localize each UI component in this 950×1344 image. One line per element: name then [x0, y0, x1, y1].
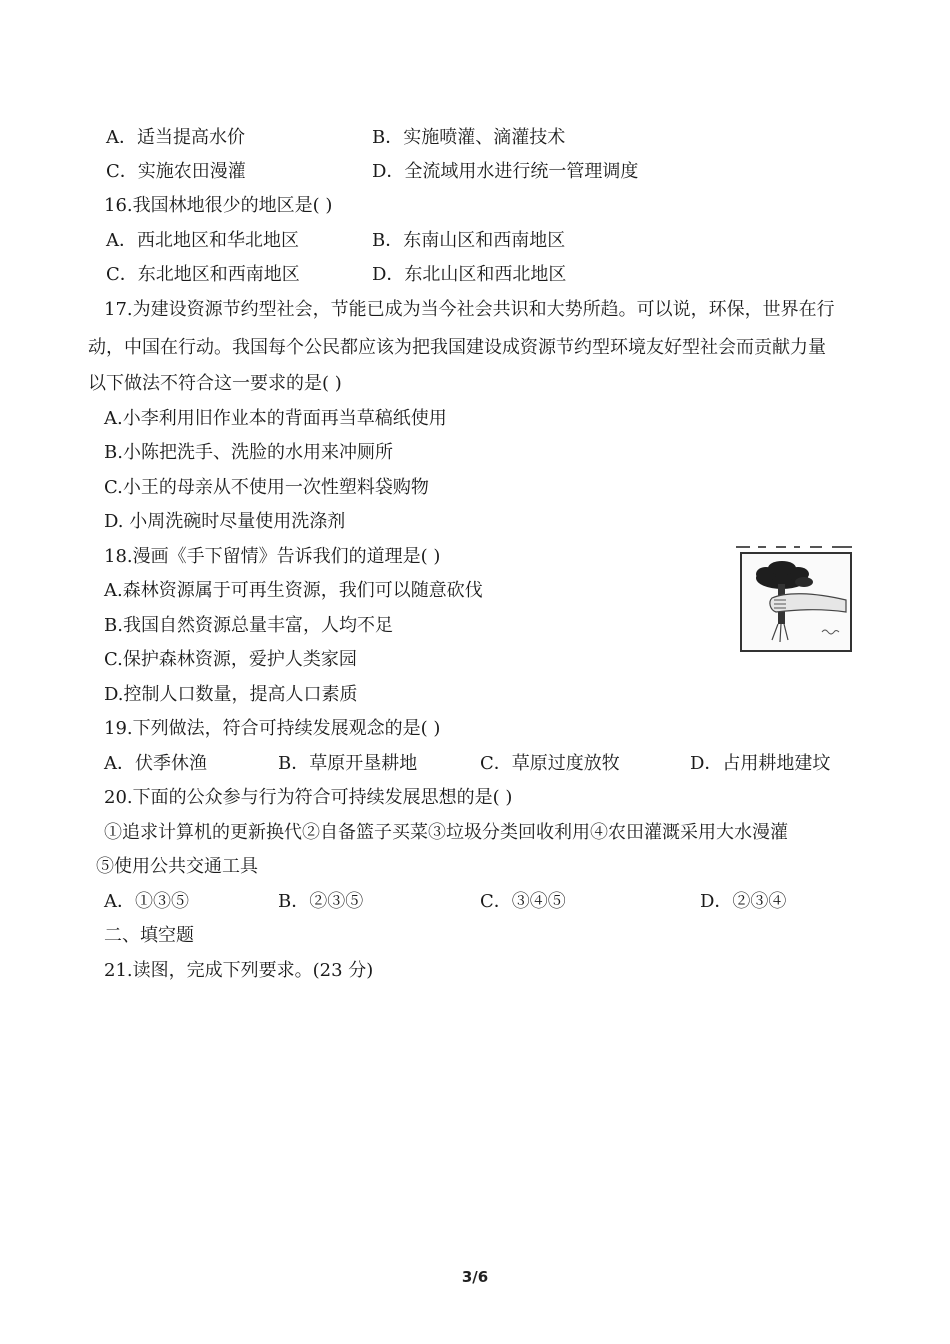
text-segment: B．东南山区和西南地区: [372, 230, 566, 251]
text-segment: C.保护森林资源，爱护人类家园: [104, 649, 357, 670]
text-segment: B.我国自然资源总量丰富，人均不足: [104, 615, 393, 636]
text-segment: C．实施农田漫灌: [106, 161, 246, 182]
cartoon-figure: [740, 552, 852, 652]
tree-hand-illustration: [742, 554, 850, 650]
text-segment: B.小陈把洗手、洗脸的水用来冲厕所: [104, 442, 393, 463]
text-segment: ①追求计算机的更新换代②自备篮子买菜③垃圾分类回收利用④农田灌溉采用大水漫灌: [104, 822, 788, 843]
text-segment: A．①③⑤: [104, 891, 189, 912]
text-segment: 17.为建设资源节约型社会，节能已成为当今社会共识和大势所趋。可以说，环保，世界在行: [104, 299, 835, 320]
text-segment: 动，中国在行动。我国每个公民都应该为把我国建设成资源节约型环境友好型社会而贡献力量: [88, 337, 826, 358]
text-segment: A．西北地区和华北地区: [106, 230, 299, 251]
text-segment: 二、填空题: [104, 925, 194, 946]
text-segment: D. 小周洗碗时尽量使用洗涤剂: [104, 511, 346, 532]
text-segment: A.小李利用旧作业本的背面再当草稿纸使用: [104, 408, 447, 429]
text-segment: C．草原过度放牧: [480, 753, 620, 774]
text-segment: 20.下面的公众参与行为符合可持续发展思想的是( ): [104, 787, 513, 808]
text-segment: ⑤使用公共交通工具: [96, 856, 258, 877]
text-segment: D．②③④: [700, 891, 787, 912]
text-segment: C.小王的母亲从不使用一次性塑料袋购物: [104, 477, 429, 498]
text-segment: D.控制人口数量，提高人口素质: [104, 684, 358, 705]
text-segment: D．全流域用水进行统一管理调度: [372, 161, 639, 182]
text-segment: 以下做法不符合这一要求的是( ): [88, 373, 342, 394]
text-segment: C．③④⑤: [480, 891, 566, 912]
text-segment: B．②③⑤: [278, 891, 364, 912]
text-segment: 18.漫画《手下留情》告诉我们的道理是( ): [104, 546, 441, 567]
figure-caption-marks: [736, 545, 856, 549]
text-segment: C．东北地区和西南地区: [106, 264, 300, 285]
text-segment: A.森林资源属于可再生资源，我们可以随意砍伐: [104, 580, 483, 601]
text-segment: B．实施喷灌、滴灌技术: [372, 127, 566, 148]
text-segment: D．占用耕地建坟: [690, 753, 831, 774]
text-segment: B．草原开垦耕地: [278, 753, 418, 774]
page-number: 3/6: [461, 1268, 489, 1286]
text-segment: A．伏季休渔: [104, 753, 207, 774]
text-segment: A．适当提高水价: [106, 127, 245, 148]
text-segment: 19.下列做法，符合可持续发展观念的是( ): [104, 718, 441, 739]
text-segment: 16.我国林地很少的地区是( ): [104, 195, 333, 216]
text-segment: D．东北山区和西北地区: [372, 264, 567, 285]
text-segment: 21.读图，完成下列要求。(23 分): [104, 960, 374, 981]
